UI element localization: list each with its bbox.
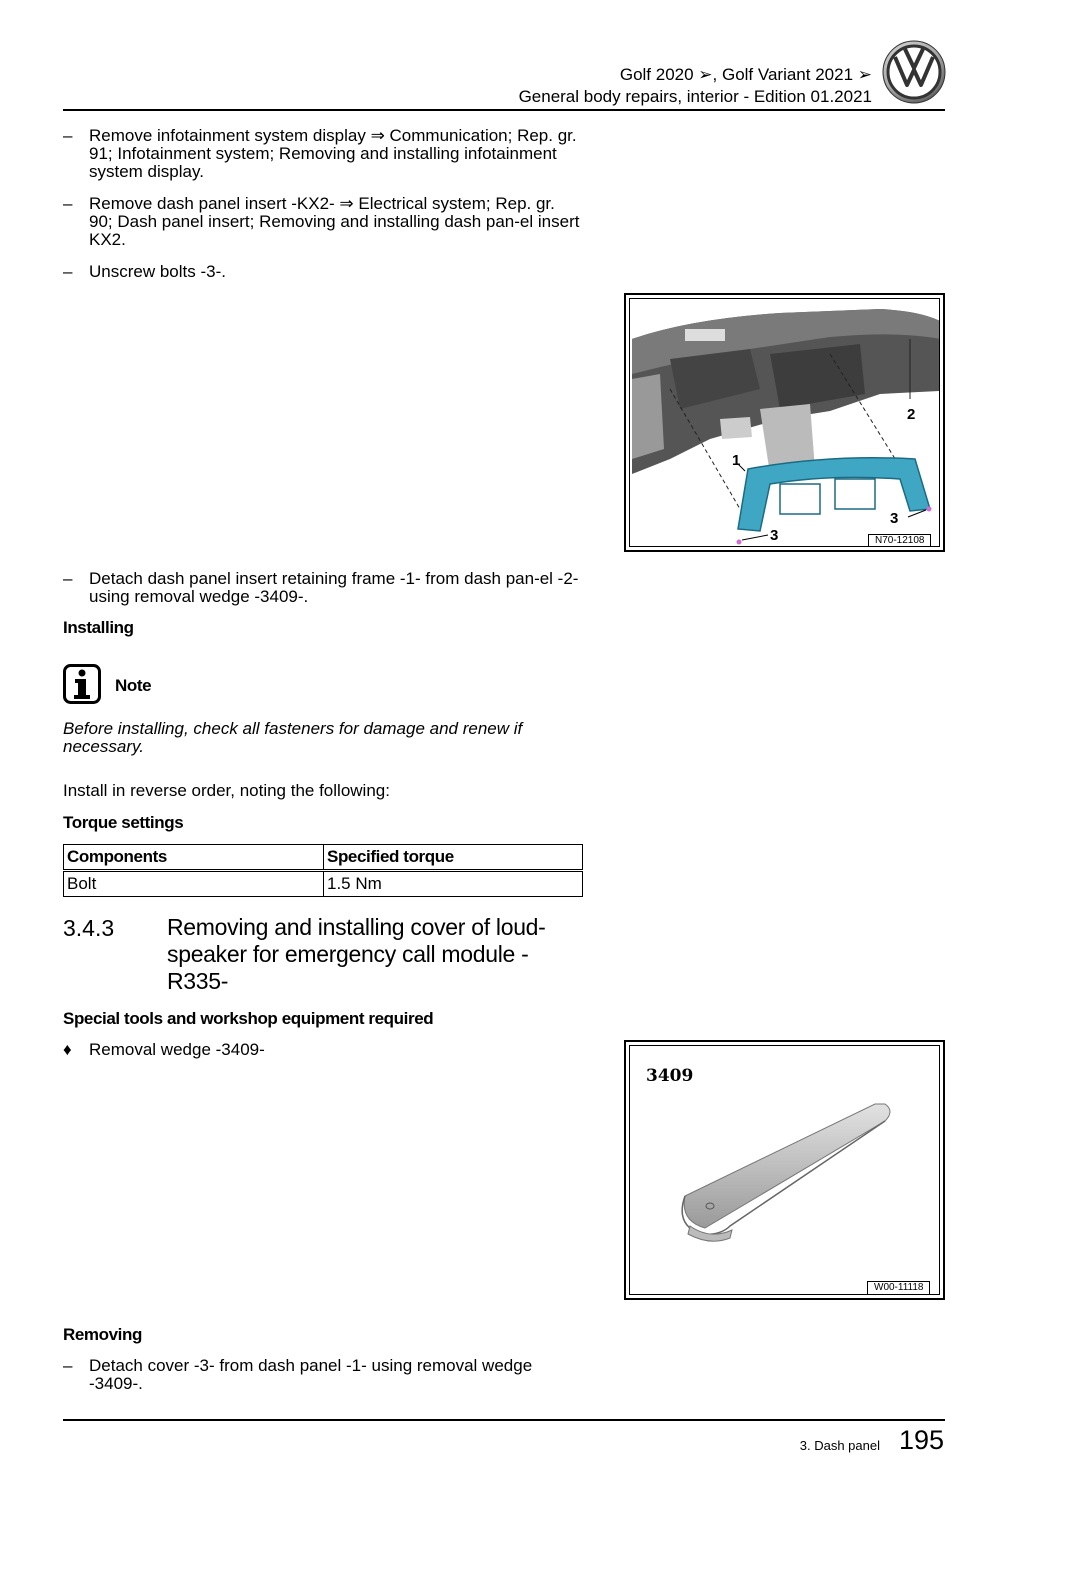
step-dash: – (63, 194, 73, 213)
figure-code: W00-11118 (867, 1281, 930, 1295)
dash-panel-illustration (630, 299, 940, 547)
tool-item-text: Removal wedge -3409- (89, 1040, 265, 1059)
table-cell: Bolt (64, 871, 324, 897)
figure-code: N70-12108 (868, 534, 931, 547)
fig1-label-2: 2 (907, 406, 916, 423)
table-header-row (64, 845, 583, 871)
table-cell: 1.5 Nm (324, 871, 583, 897)
removing-heading: Removing (63, 1325, 142, 1344)
step-text: Unscrew bolts -3-. (89, 262, 226, 281)
header-edition: General body repairs, interior - Edition 01.2021 (518, 87, 872, 106)
header-rule (63, 109, 945, 111)
step-dash: – (63, 1356, 73, 1375)
section-title: Removing and installing cover of loud-speaker for emergency call module -R335- (167, 914, 546, 994)
step-text: Remove infotainment system display ⇒ Communication; Rep. gr. 91; Infotainment system; Removing and installing infotainment system display. (89, 126, 577, 181)
installing-heading: Installing (63, 618, 134, 637)
note-text: Before installing, check all fasteners for damage and renew if necessary. (63, 719, 523, 756)
fig1-label-3a: 3 (770, 527, 779, 544)
page-number: 195 (898, 1425, 944, 1455)
bullet-icon: ♦ (63, 1040, 72, 1059)
install-intro: Install in reverse order, noting the following: (63, 781, 390, 800)
tools-heading: Special tools and workshop equipment required (63, 1009, 434, 1028)
figure-removal-wedge (624, 1040, 945, 1300)
step-dash: – (63, 569, 73, 588)
fig1-label-1: 1 (732, 452, 741, 469)
wedge-tool-number: 3409 (646, 1066, 694, 1086)
vw-logo-icon (882, 40, 946, 104)
step-text: Detach cover -3- from dash panel -1- using removal wedge -3409-. (89, 1356, 533, 1393)
step-dash: – (63, 126, 73, 145)
torque-table (63, 844, 583, 897)
torque-heading: Torque settings (63, 813, 184, 832)
section-number: 3.4.3 (63, 915, 115, 941)
note-label: Note (115, 676, 152, 695)
table-header-torque: Specified torque (324, 845, 583, 871)
fig1-label-3b: 3 (890, 510, 899, 527)
step-dash: – (63, 262, 73, 281)
info-icon (63, 664, 101, 704)
table-header-components: Components (64, 845, 324, 871)
footer-rule (63, 1419, 945, 1421)
table-row (64, 871, 583, 897)
header-models: Golf 2020 ➢, Golf Variant 2021 ➢ (619, 65, 872, 84)
wedge-illustration (630, 1046, 940, 1295)
figure-dash-panel (624, 293, 945, 552)
footer-chapter: 3. Dash panel (799, 1438, 880, 1453)
step-text: Remove dash panel insert -KX2- ⇒ Electrical system; Rep. gr. 90; Dash panel insert; Removing and installing dash pan-el insert KX2. (89, 194, 580, 249)
step-text: Detach dash panel insert retaining frame -1- from dash pan-el -2- using removal wedge -3409-. (89, 569, 579, 606)
